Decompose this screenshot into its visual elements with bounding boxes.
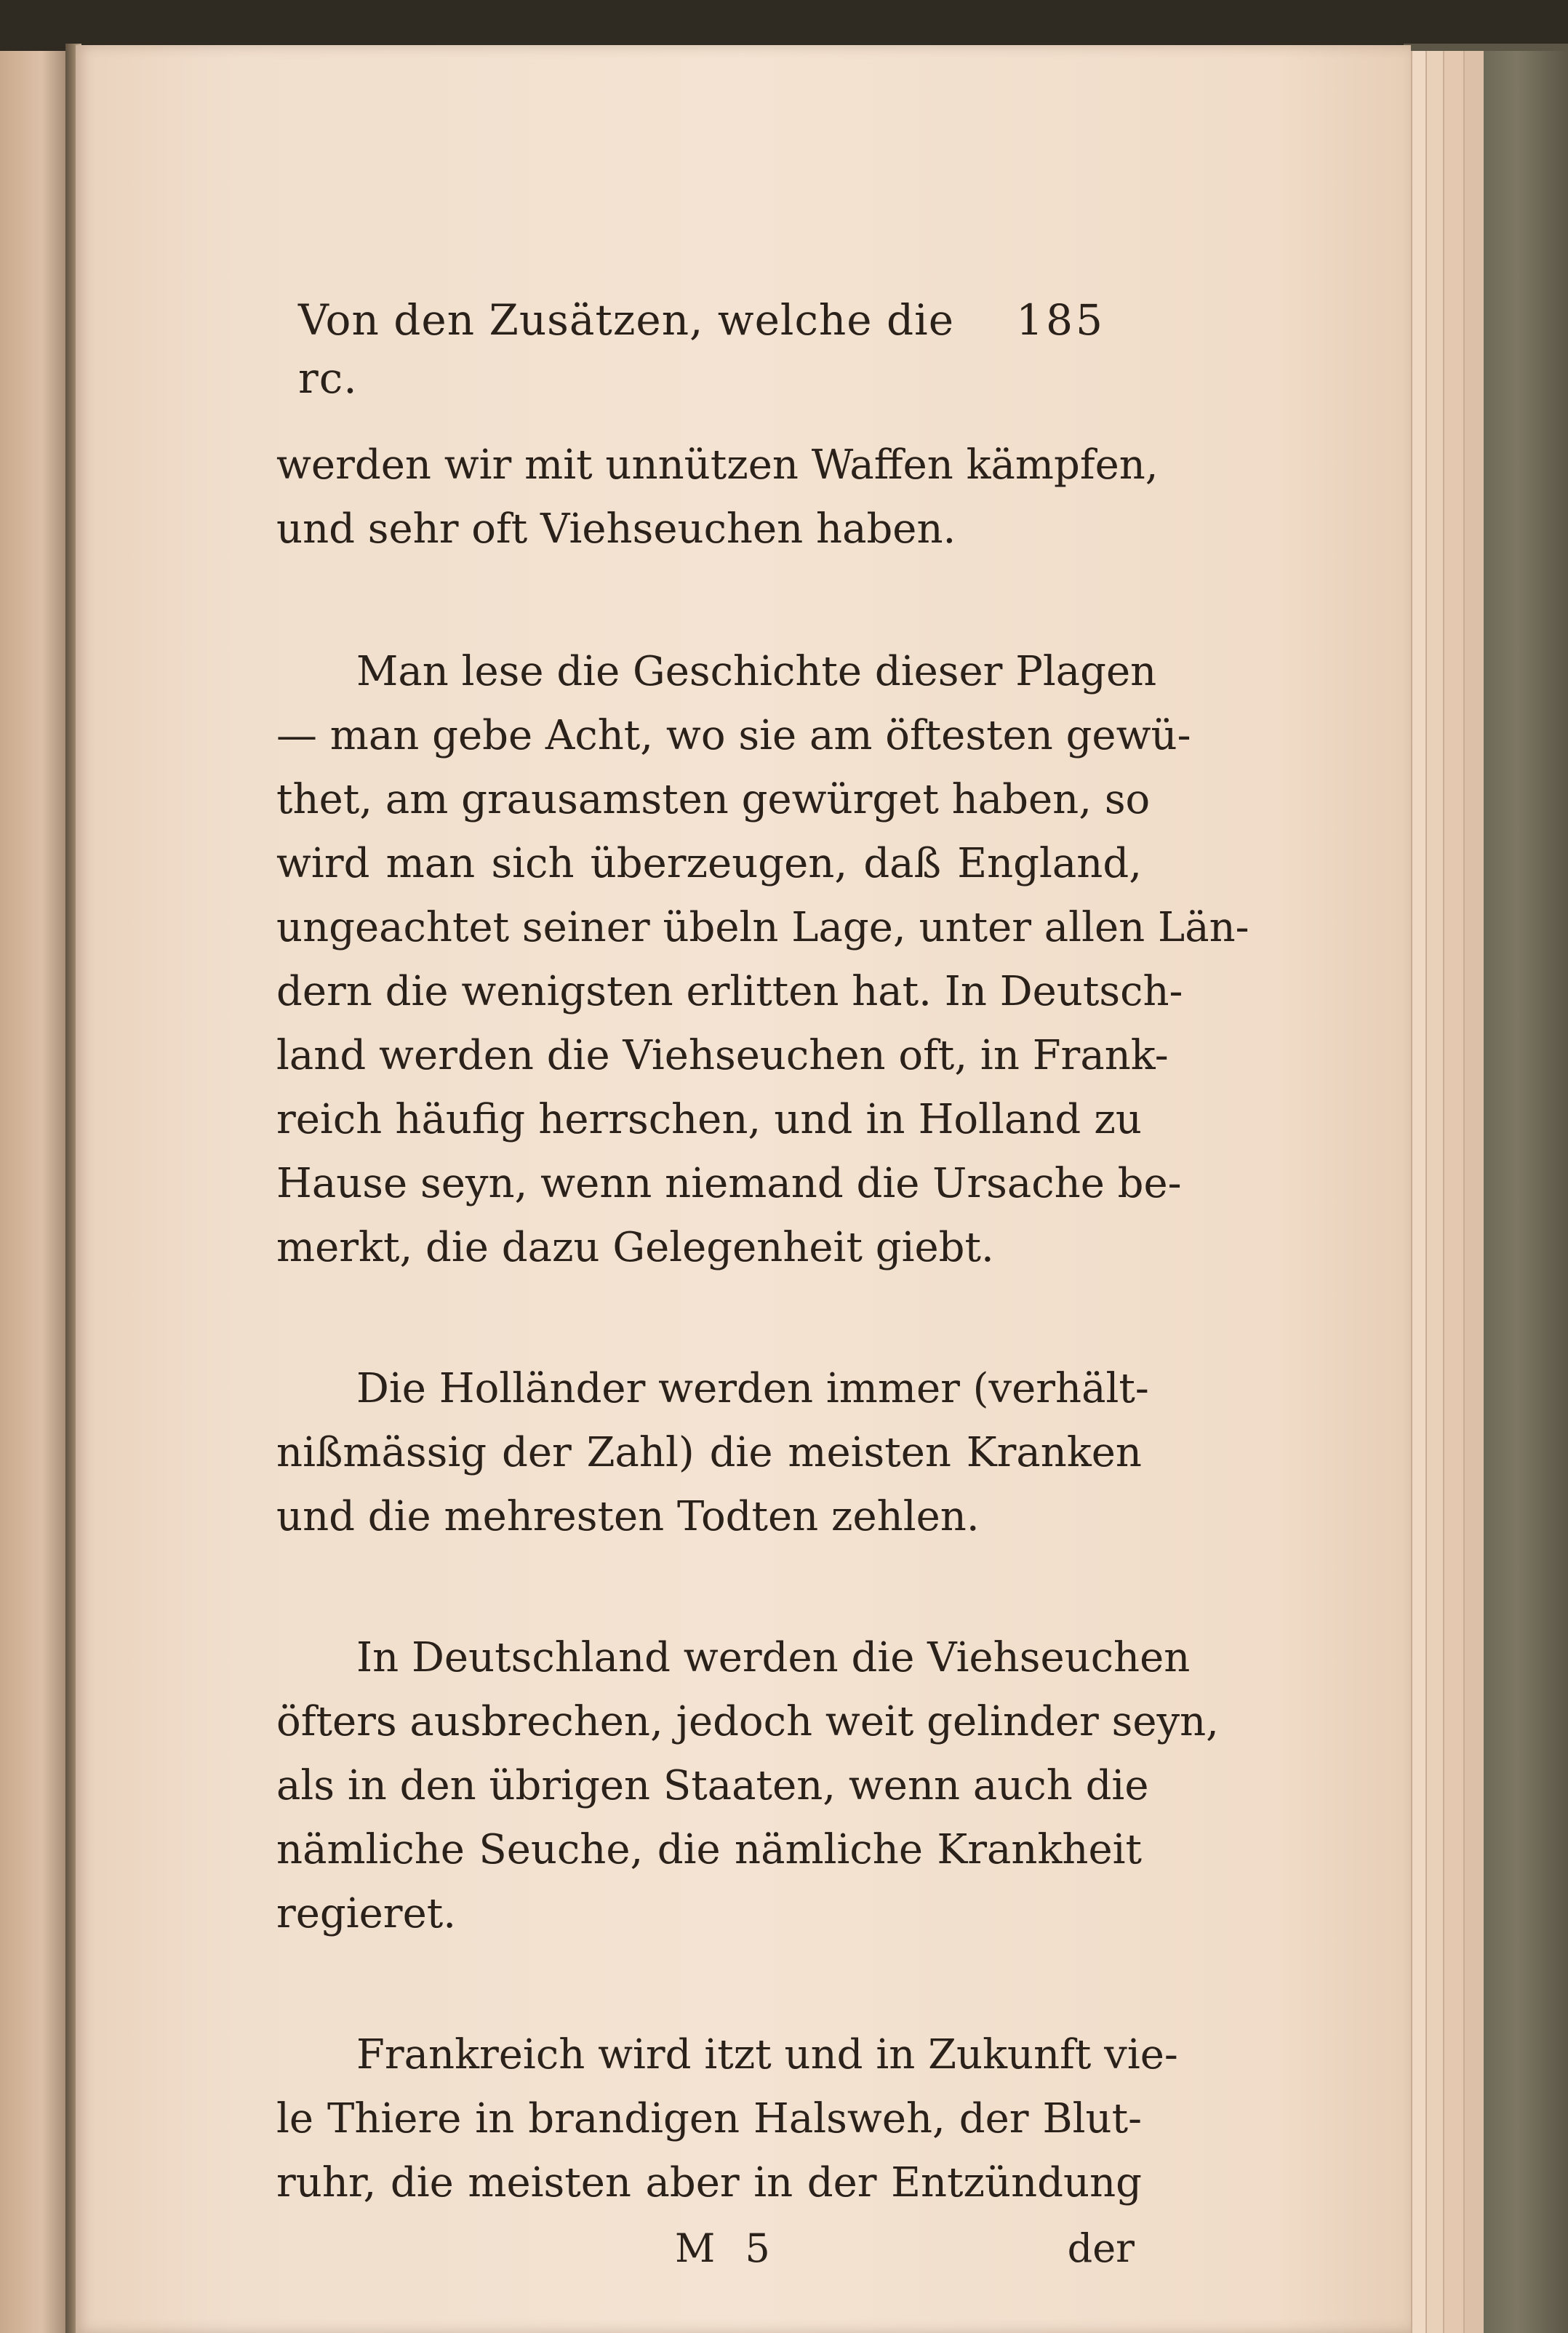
text-line: Frankreich wird itzt und in Zukunft vie- bbox=[356, 2031, 1178, 2078]
paragraph bbox=[276, 1626, 1219, 1946]
page-edge bbox=[1425, 51, 1443, 2333]
running-title: Von den Zusätzen, welche die rc. bbox=[298, 295, 955, 403]
text-line: Man lese die Geschichte dieser Plagen bbox=[356, 648, 1157, 695]
text-line: und die mehresten Todten zehlen. bbox=[276, 1493, 980, 1540]
page-number: 185 bbox=[1016, 295, 1105, 345]
text-line: dern die wenigsten erlitten hat. In Deutsch- bbox=[276, 968, 1183, 1015]
text-line: ruhr, die meisten aber in der Entzündung bbox=[276, 2159, 1142, 2206]
catchword: der bbox=[1067, 2225, 1135, 2271]
text-line: wird man sich überzeugen, daß England, bbox=[276, 840, 1142, 887]
page-footer bbox=[276, 2220, 1135, 2278]
text-line: Hause seyn, wenn niemand die Ursache be- bbox=[276, 1160, 1182, 1207]
paragraph bbox=[276, 2023, 1178, 2215]
text-line: ungeachtet seiner übeln Lage, unter allen Län- bbox=[276, 904, 1249, 951]
text-line: regieret. bbox=[276, 1890, 457, 1937]
text-line: In Deutschland werden die Viehseuchen bbox=[356, 1634, 1191, 1681]
running-header bbox=[298, 291, 1105, 407]
page-edge bbox=[1443, 51, 1463, 2333]
page-edge bbox=[1411, 51, 1425, 2333]
text-line: merkt, die dazu Gelegenheit giebt. bbox=[276, 1224, 994, 1271]
paragraph bbox=[276, 1357, 1149, 1549]
text-line: le Thiere in brandigen Halsweh, der Blut- bbox=[276, 2095, 1142, 2142]
text-line: nämliche Seuche, die nämliche Krankheit bbox=[276, 1826, 1142, 1873]
signature-mark: M 5 bbox=[675, 2225, 779, 2271]
page-text bbox=[276, 291, 1249, 2278]
paragraph bbox=[276, 640, 1249, 1280]
page-edge bbox=[1463, 51, 1485, 2333]
cover-board bbox=[1484, 51, 1568, 2333]
text-line: nißmässig der Zahl) die meisten Kranken bbox=[276, 1429, 1142, 1476]
text-line: als in den übrigen Staaten, wenn auch die bbox=[276, 1762, 1149, 1809]
text-line: — man gebe Acht, wo sie am öftesten gewü- bbox=[276, 712, 1191, 759]
text-line: land werden die Viehseuchen oft, in Frank- bbox=[276, 1032, 1169, 1079]
text-line: reich häufig herrschen, und in Holland zu bbox=[276, 1096, 1142, 1143]
text-line: werden wir mit unnützen Waffen kämpfen, bbox=[276, 441, 1159, 489]
text-line: thet, am grausamsten gewürget haben, so bbox=[276, 776, 1151, 823]
text-line: Die Holländer werden immer (verhält- bbox=[356, 1365, 1149, 1412]
text-line: und sehr oft Viehseuchen haben. bbox=[276, 505, 956, 553]
facing-page-edge bbox=[0, 51, 70, 2333]
text-line: öfters ausbrechen, jedoch weit gelinder seyn, bbox=[276, 1698, 1219, 1745]
paragraph bbox=[276, 433, 1159, 561]
